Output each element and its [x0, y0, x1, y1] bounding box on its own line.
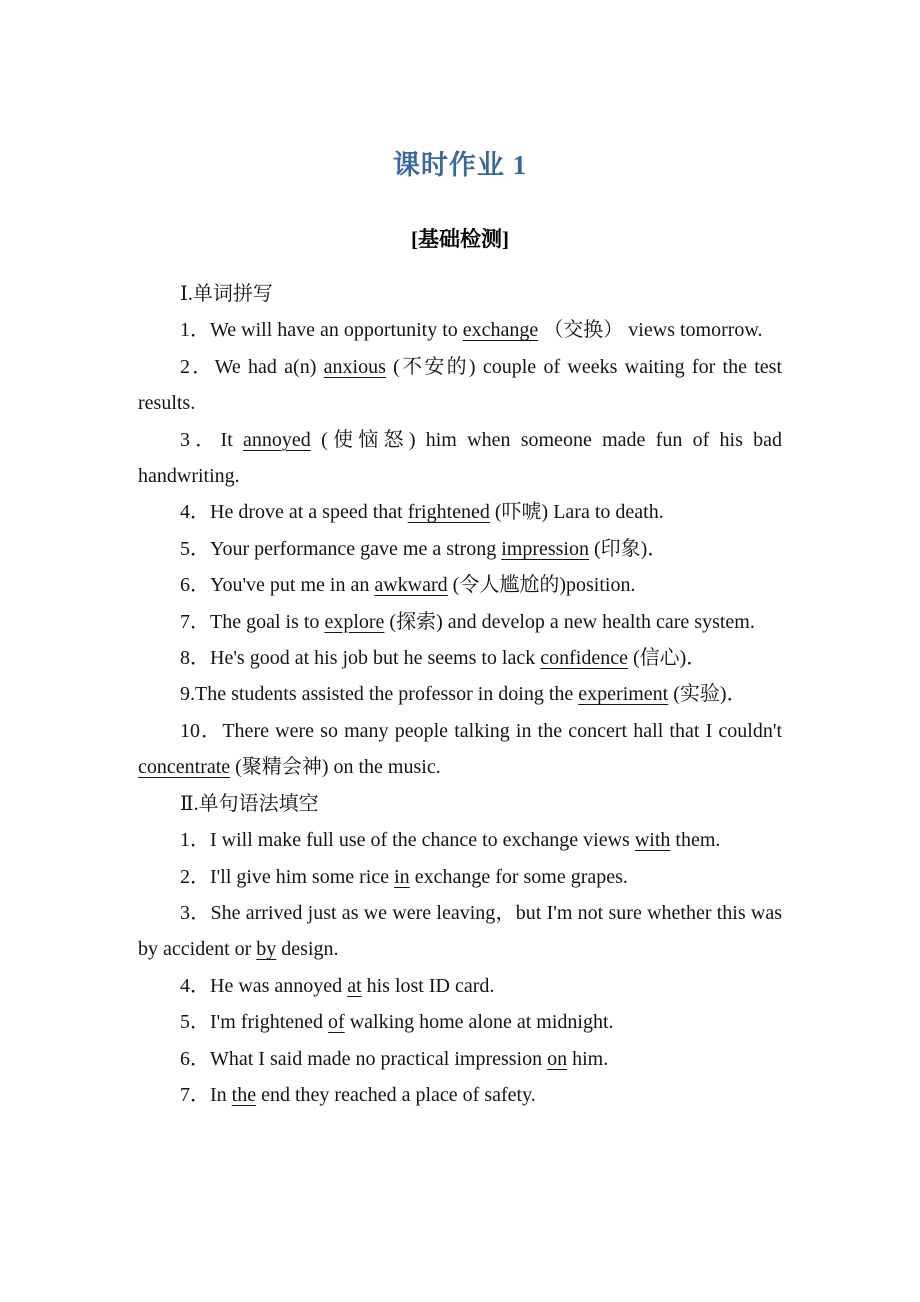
sentence-text: What I said made no practical impression	[210, 1047, 548, 1070]
item-number: 2．	[180, 865, 210, 888]
exercise-item	[138, 640, 782, 676]
answer-blank-filled: frightened	[407, 501, 490, 524]
answer-blank-filled: annoyed	[243, 428, 311, 451]
sentence-text: (不安的) couple of weeks waiting for the test results.	[138, 355, 783, 415]
sentence-text: We had a(n)	[214, 355, 324, 378]
answer-blank-filled: at	[347, 974, 362, 997]
sentence-text: We will have an opportunity to	[210, 319, 463, 342]
exercise-item	[138, 895, 782, 968]
page-title: 课时作业 1	[392, 150, 528, 180]
sentence-text: (使恼怒) him when someone made fun of his bad handwriting.	[138, 428, 783, 488]
sentence-text: In	[210, 1083, 232, 1106]
item-number: 1．	[180, 319, 210, 342]
sentence-text: He was annoyed	[210, 974, 348, 997]
sentence-text: I will make full use of the chance to exchange views	[210, 829, 635, 852]
exercise-item	[138, 822, 782, 858]
exercise-item	[138, 531, 782, 567]
item-number: 4．	[180, 501, 210, 524]
sentence-text: (令人尴尬的)position.	[447, 574, 636, 597]
answer-blank-filled: with	[634, 829, 671, 852]
exercise-item	[138, 968, 782, 1004]
exercise-item	[138, 349, 782, 422]
item-number: 5．	[180, 1011, 210, 1034]
sentence-text: Your performance gave me a strong	[210, 537, 502, 560]
item-number: 1．	[180, 829, 210, 852]
sentence-text: It	[220, 428, 244, 451]
sentence-text: design.	[276, 938, 339, 961]
sentence-text: (实验)．	[668, 683, 747, 706]
answer-blank-filled: explore	[324, 610, 385, 633]
sentence-text: He's good at his job but he seems to lack	[210, 647, 541, 670]
sentence-text: There were so many people talking in the concert hall that I couldn't	[222, 719, 783, 742]
exercise-item	[138, 422, 782, 495]
sentence-text: The goal is to	[210, 610, 325, 633]
sentence-text: (吓唬) Lara to death.	[489, 501, 664, 524]
sentence-text: （交换） views tomorrow.	[538, 319, 763, 342]
section-heading: Ⅱ.单句语法填空	[180, 792, 319, 815]
item-number: 6．	[180, 574, 210, 597]
exercise-item	[138, 676, 782, 712]
item-number: 3．	[180, 428, 221, 451]
answer-blank-filled: concentrate	[138, 756, 231, 779]
item-number: 7．	[180, 610, 210, 633]
item-number: 8．	[180, 647, 210, 670]
answer-blank-filled: of	[328, 1011, 345, 1034]
sentence-text: exchange for some grapes.	[409, 865, 628, 888]
item-number: 7．	[180, 1083, 210, 1106]
sentence-text: The students assisted the professor in doing the	[195, 683, 579, 706]
sentence-text: I'll give him some rice	[210, 865, 395, 888]
exercise-item	[138, 604, 782, 640]
exercise-item	[138, 859, 782, 895]
sentence-text: walking home alone at midnight.	[344, 1011, 614, 1034]
exercise-item	[138, 312, 782, 348]
item-number: 4．	[180, 974, 210, 997]
sentence-text: his lost ID card.	[361, 974, 495, 997]
answer-blank-filled: in	[394, 865, 410, 888]
section-header: [基础检测]	[411, 227, 509, 251]
answer-blank-filled: exchange	[462, 319, 539, 342]
item-number: 9.	[180, 683, 195, 706]
exercise-item	[138, 494, 782, 530]
answer-blank-filled: by	[256, 938, 277, 961]
sentence-text: She arrived just as we were leaving，but I'm not sure whether this was by accident or	[138, 901, 782, 961]
exercise-item	[138, 1004, 782, 1040]
sentence-text: You've put me in an	[210, 574, 375, 597]
sentence-text: I'm frightened	[210, 1011, 329, 1034]
answer-blank-filled: the	[231, 1083, 257, 1106]
item-number: 10．	[180, 719, 223, 742]
sentence-text: him.	[567, 1047, 609, 1070]
item-number: 3．	[180, 901, 211, 924]
sentence-text: (探索) and develop a new health care system.	[384, 610, 755, 633]
answer-blank-filled: impression	[501, 537, 589, 560]
section-heading: Ⅰ.单词拼写	[180, 283, 273, 305]
document-body	[138, 276, 782, 1113]
answer-blank-filled: awkward	[374, 574, 448, 597]
answer-blank-filled: experiment	[578, 683, 669, 706]
answer-blank-filled: anxious	[323, 355, 386, 378]
sentence-text: end they reached a place of safety.	[256, 1083, 536, 1106]
exercise-item	[138, 567, 782, 603]
sentence-text: them.	[670, 829, 721, 852]
exercise-item	[138, 1077, 782, 1113]
sentence-text: (印象)．	[589, 537, 668, 560]
exercise-item	[138, 713, 782, 786]
sentence-text: (信心)．	[627, 647, 707, 670]
sentence-text: (聚精会神) on the music.	[230, 756, 441, 779]
answer-blank-filled: confidence	[540, 647, 628, 670]
answer-blank-filled: on	[547, 1047, 568, 1070]
item-number: 6．	[180, 1047, 210, 1070]
sentence-text: He drove at a speed that	[210, 501, 408, 524]
item-number: 5．	[180, 537, 210, 560]
exercise-item	[138, 1041, 782, 1077]
item-number: 2．	[180, 355, 215, 378]
